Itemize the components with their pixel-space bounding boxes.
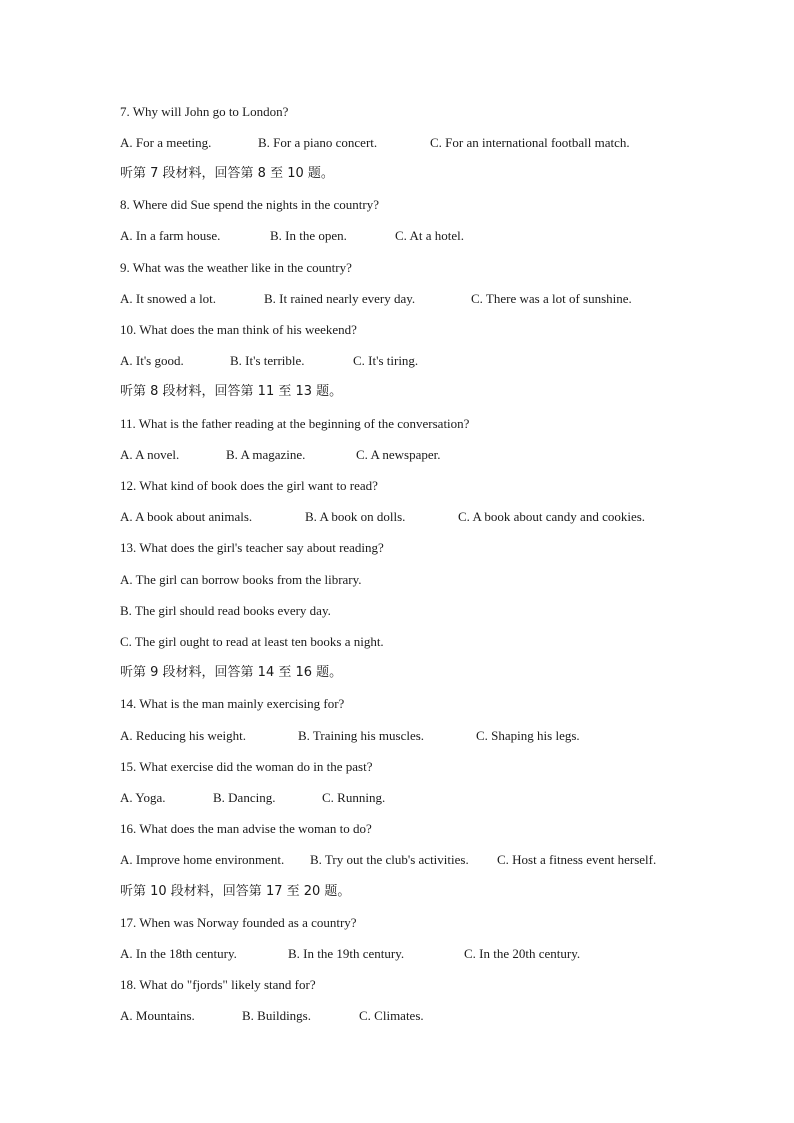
section-10-header: 听第 10 段材料，回答第 17 至 20 题。 [120,884,351,899]
q18-option-c: C. Climates. [359,1008,424,1023]
q17-option-c: C. In the 20th century. [464,946,581,961]
question-15: 15. What exercise did the woman do in the past? [120,759,373,774]
q14-option-a: A. Reducing his weight. [120,728,247,743]
q11-option-a: A. A novel. [120,447,180,462]
q17-option-a: A. In the 18th century. [120,946,237,961]
section-8-header: 听第 8 段材料，回答第 11 至 13 题。 [120,384,343,399]
question-14: 14. What is the man mainly exercising for? [120,696,345,711]
question-17: 17. When was Norway founded as a country? [120,915,357,930]
q12-option-a: A. A book about animals. [120,509,253,524]
q8-option-c: C. At a hotel. [395,228,464,243]
question-11: 11. What is the father reading at the beginning of the conversation? [120,416,470,431]
q18-option-a: A. Mountains. [120,1008,195,1023]
q8-option-a: A. In a farm house. [120,228,221,243]
q18-option-b: B. Buildings. [242,1008,311,1023]
q16-option-c: C. Host a fitness event herself. [497,852,657,867]
q7-option-a: A. For a meeting. [120,135,212,150]
question-10: 10. What does the man think of his weekend? [120,322,357,337]
question-8: 8. Where did Sue spend the nights in the country? [120,197,379,212]
q11-option-b: B. A magazine. [226,447,306,462]
question-7: 7. Why will John go to London? [120,104,289,119]
q13-option-a: A. The girl can borrow books from the library. [120,572,362,587]
q17-option-b: B. In the 19th century. [288,946,405,961]
q12-option-c: C. A book about candy and cookies. [458,509,646,524]
question-18: 18. What do "fjords" likely stand for? [120,977,316,992]
q10-option-a: A. It's good. [120,353,184,368]
question-9: 9. What was the weather like in the country? [120,260,352,275]
section-9-header: 听第 9 段材料，回答第 14 至 16 题。 [120,665,343,680]
q14-option-b: B. Training his muscles. [298,728,425,743]
question-13: 13. What does the girl's teacher say about reading? [120,540,384,555]
q9-option-c: C. There was a lot of sunshine. [471,291,632,306]
question-16: 16. What does the man advise the woman to do? [120,821,372,836]
question-12: 12. What kind of book does the girl want to read? [120,478,378,493]
q11-option-c: C. A newspaper. [356,447,441,462]
q14-option-c: C. Shaping his legs. [476,728,580,743]
q7-option-c: C. For an international football match. [430,135,630,150]
section-7-header: 听第 7 段材料，回答第 8 至 10 题。 [120,166,334,181]
q10-option-c: C. It's tiring. [353,353,419,368]
q9-option-a: A. It snowed a lot. [120,291,217,306]
q8-option-b: B. In the open. [270,228,347,243]
q12-option-b: B. A book on dolls. [305,509,406,524]
q7-option-b: B. For a piano concert. [258,135,378,150]
q16-option-b: B. Try out the club's activities. [310,852,469,867]
q9-option-b: B. It rained nearly every day. [264,291,416,306]
q13-option-b: B. The girl should read books every day. [120,603,331,618]
q16-option-a: A. Improve home environment. [120,852,285,867]
q15-option-a: A. Yoga. [120,790,166,805]
q13-option-c: C. The girl ought to read at least ten books a night. [120,634,384,649]
q15-option-c: C. Running. [322,790,386,805]
q10-option-b: B. It's terrible. [230,353,305,368]
q15-option-b: B. Dancing. [213,790,276,805]
